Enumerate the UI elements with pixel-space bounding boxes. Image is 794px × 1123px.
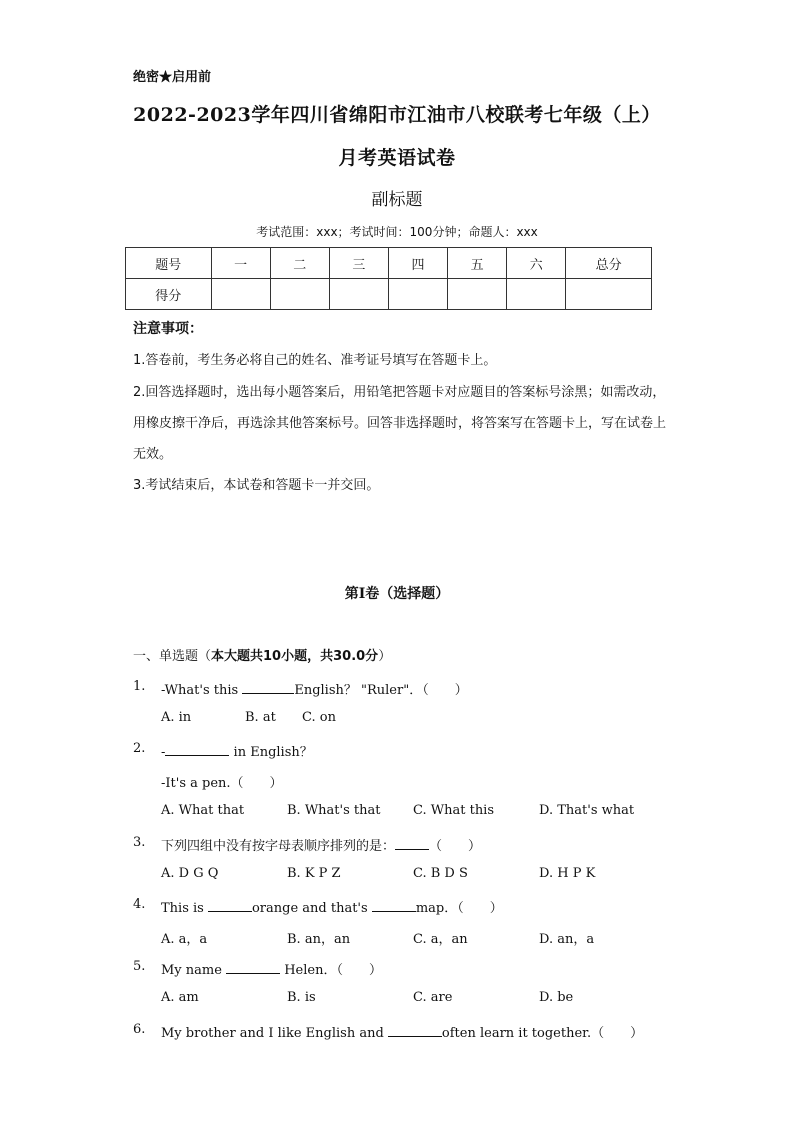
question-stem xyxy=(161,679,468,698)
question-number: 6. xyxy=(133,1022,146,1037)
part-title: 第I卷（选择题） xyxy=(344,586,450,602)
question-line2: -It's a pen.（ ） xyxy=(161,776,283,791)
option-a: A. a，a xyxy=(161,932,208,947)
option-d: D. an，a xyxy=(539,932,595,947)
option-c: C. What this xyxy=(413,803,495,818)
question-text: orange and that's xyxy=(251,901,372,916)
section-suffix: ） xyxy=(378,649,392,664)
score-cell: 五 xyxy=(448,248,507,279)
question-number: 3. xyxy=(133,835,146,850)
option-a: A. What that xyxy=(161,803,245,818)
question-text: in English？ xyxy=(229,745,313,760)
section-detail: 本大题共10小题，共30.0分 xyxy=(211,649,379,664)
score-cell: 二 xyxy=(270,248,329,279)
section-prefix: 一、单选题（ xyxy=(133,649,212,664)
score-cell: 六 xyxy=(507,248,566,279)
option-a: A. D G Q xyxy=(161,866,219,881)
question-text: Helen．（ ） xyxy=(280,963,382,978)
option-a: A. in xyxy=(161,710,192,725)
answer-blank xyxy=(388,1024,442,1037)
question-stem xyxy=(161,835,481,854)
option-d: D. H P K xyxy=(539,866,596,881)
question-text: English？ "Ruler"．（ ） xyxy=(294,683,468,698)
subtitle: 副标题 xyxy=(371,190,423,210)
question-stem xyxy=(161,959,382,978)
score-table xyxy=(125,247,652,310)
option-b: B. an，an xyxy=(287,932,351,947)
option-d: D. That's what xyxy=(539,803,635,818)
score-empty-cell xyxy=(211,279,270,310)
score-table-score-row xyxy=(126,279,652,310)
question-number: 4. xyxy=(133,897,146,912)
exam-title-line2: 月考英语试卷 xyxy=(338,147,456,169)
option-d: D. be xyxy=(539,990,574,1005)
question-text: - xyxy=(161,745,166,760)
score-empty-cell xyxy=(388,279,447,310)
question-text: map．（ ） xyxy=(415,901,503,916)
score-label-cell: 得分 xyxy=(126,279,212,310)
note-item: 3.考试结束后，本试卷和答题卡一并交回。 xyxy=(133,478,380,493)
option-c: C. B D S xyxy=(413,866,468,881)
option-b: B. What's that xyxy=(287,803,381,818)
question-stem xyxy=(161,1022,643,1041)
score-empty-cell xyxy=(270,279,329,310)
answer-blank xyxy=(226,961,280,974)
answer-blank xyxy=(395,837,429,850)
option-c: C. on xyxy=(302,710,336,725)
option-c: C. a，an xyxy=(413,932,468,947)
question-stem xyxy=(161,741,313,760)
note-item: 2.回答选择题时，选出每小题答案后，用铅笔把答题卡对应题目的答案标号涂黑；如需改动，用橡皮擦干净后，再选涂其他答案标号。回答非选择题时，将答案写在答题卡上，写在试卷上无效。 xyxy=(133,385,667,462)
exam-info: 考试范围：xxx；考试时间：100分钟；命题人：xxx xyxy=(256,225,538,239)
question-number: 2. xyxy=(133,741,146,756)
notes-title: 注意事项： xyxy=(133,321,203,337)
question-text: My name xyxy=(161,963,227,978)
section-heading xyxy=(133,645,391,664)
score-cell: 三 xyxy=(329,248,388,279)
exam-title-line1: 2022-2023学年四川省绵阳市江油市八校联考七年级（上） xyxy=(133,104,661,126)
note-item: 1.答卷前，考生务必将自己的姓名、准考证号填写在答题卡上。 xyxy=(133,353,497,368)
score-cell: 题号 xyxy=(126,248,212,279)
answer-blank xyxy=(372,899,416,912)
score-empty-cell xyxy=(329,279,388,310)
question-number: 1. xyxy=(133,679,146,694)
question-text: （ ） xyxy=(429,839,482,854)
score-empty-cell xyxy=(507,279,566,310)
score-cell: 四 xyxy=(388,248,447,279)
score-empty-cell xyxy=(566,279,652,310)
question-text: My brother and I like English and xyxy=(161,1026,388,1041)
option-b: B. K P Z xyxy=(287,866,341,881)
confidential-label: 绝密★启用前 xyxy=(133,70,212,85)
answer-blank xyxy=(208,899,252,912)
option-b: B. at xyxy=(245,710,276,725)
score-empty-cell xyxy=(448,279,507,310)
question-text: -What's this xyxy=(161,683,243,698)
question-number: 5. xyxy=(133,959,146,974)
option-b: B. is xyxy=(287,990,316,1005)
score-table-header-row xyxy=(126,248,652,279)
question-text: This is xyxy=(161,901,208,916)
score-cell: 一 xyxy=(211,248,270,279)
answer-blank xyxy=(242,681,294,694)
answer-blank xyxy=(165,743,229,756)
question-text: 下列四组中没有按字母表顺序排列的是： xyxy=(161,839,396,854)
option-c: C. are xyxy=(413,990,453,1005)
question-text: often learn it together.（ ） xyxy=(441,1026,644,1041)
question-stem xyxy=(161,897,503,916)
score-cell: 总分 xyxy=(566,248,652,279)
option-a: A. am xyxy=(161,990,199,1005)
